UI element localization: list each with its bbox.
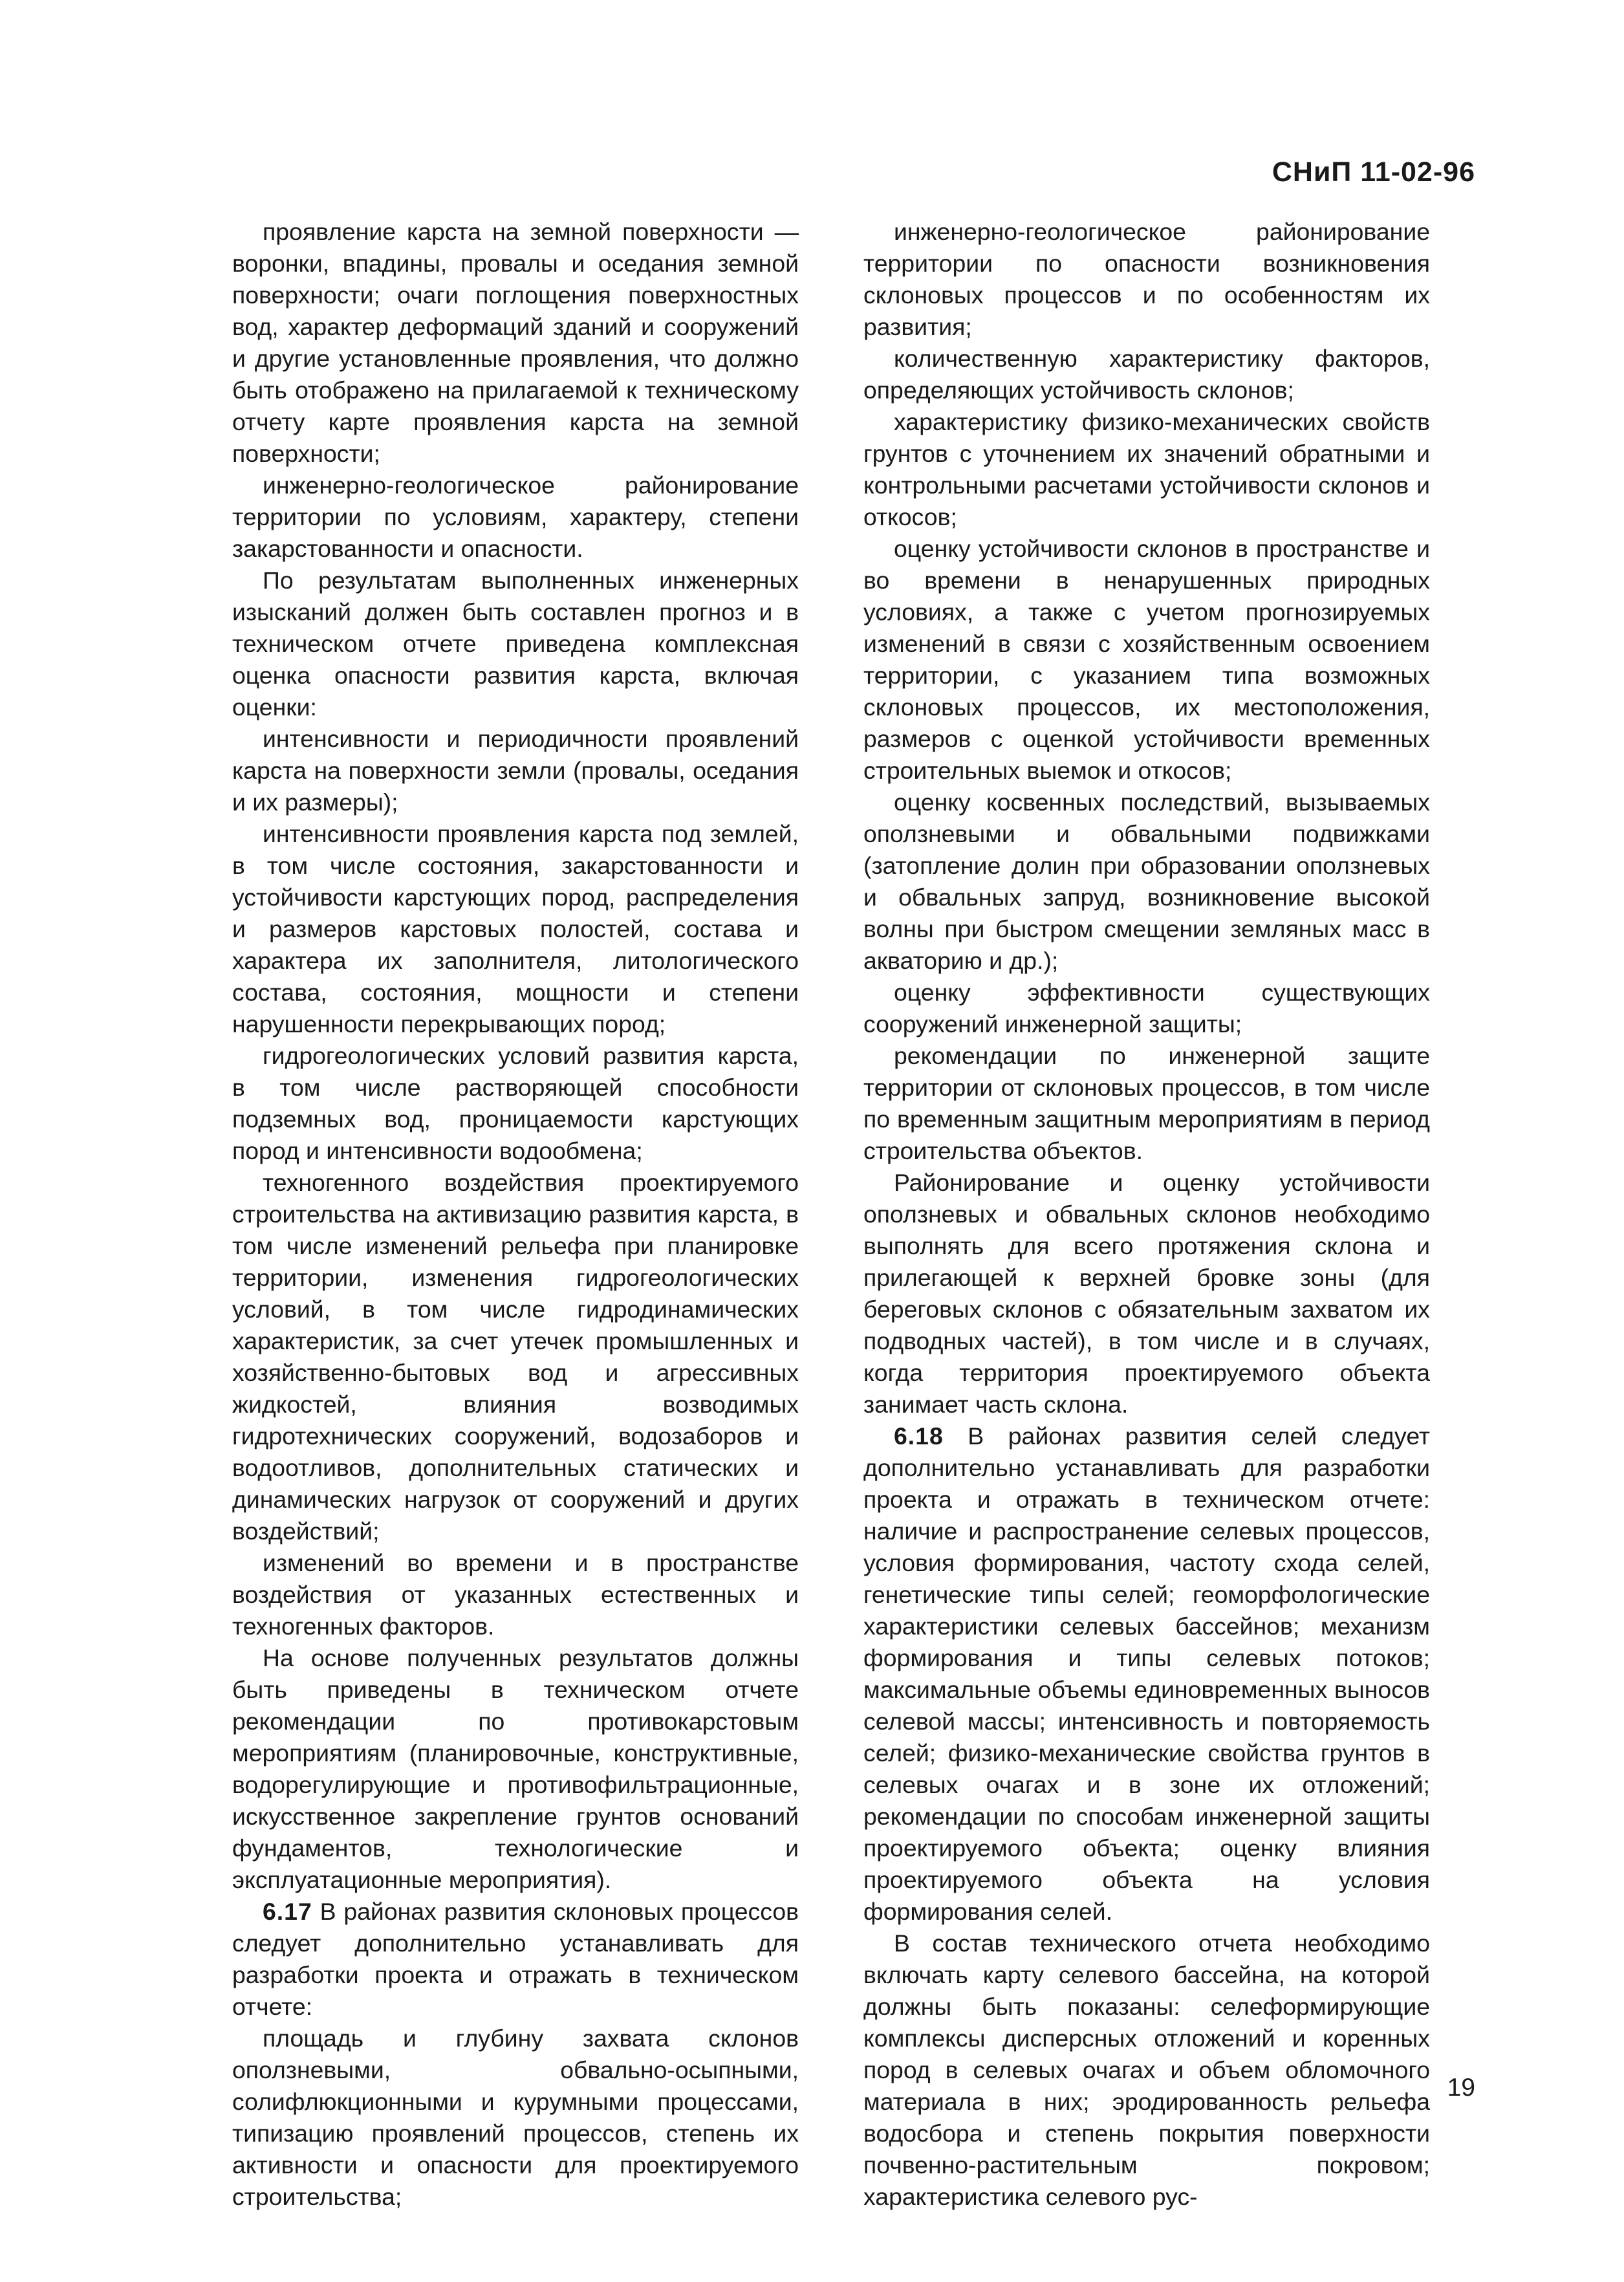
paragraph-left-8: изменений во времени и в пространстве воздействия от указанных естественных и техногенных факторов.: [232, 1549, 799, 1640]
document-code: СНиП 11-02-96: [1272, 157, 1475, 188]
paragraph-right-10: В состав технического отчета необходимо включать карту селевого бассейна, на которой должны быть показаны: селеформирующие комплексы дисперсных отложений и коренных пород в селевых очагах и объем обломочного материала в них; эродированность рельефа водосбора и степень покрытия поверхности почвенно-растительным покровом; характеристика селевого рус-: [863, 1929, 1430, 2210]
paragraph-right-1: инженерно-геологическое районирование территории по опасности возникновения склоновых процессов и по особенностям их развития;: [863, 218, 1430, 340]
paragraph-left-4: интенсивности и периодичности проявлений карста на поверхности земли (провалы, оседания и их размеры);: [232, 725, 799, 816]
paragraph-left-1: проявление карста на земной поверхности — воронки, впадины, провалы и оседания земной поверхности; очаги поглощения поверхностных вод, характер деформаций зданий и сооружений и другие установленные проявления, что должно быть отображено на прилагаемой к техническому отчету карте проявления карста на земной поверхности;: [232, 218, 799, 467]
page-number: 19: [1447, 2074, 1475, 2102]
section-6-17-paragraph: [232, 1896, 799, 2023]
paragraph-right-8: Районирование и оценку устойчивости оползневых и обвальных склонов необходимо выполнять для всего протяжения склона и прилегающей к верхней бровке зоны (для береговых склонов с обязательным захватом их подводных частей), в том числе и в случаях, когда территория проектируемого объекта занимает часть склона.: [863, 1169, 1430, 1418]
paragraph-right-7: рекомендации по инженерной защите территории от склоновых процессов, в том числе по временным защитным мероприятиям в период строительства объектов.: [863, 1042, 1430, 1164]
paragraph-right-6: оценку эффективности существующих сооружений инженерной защиты;: [863, 979, 1430, 1038]
section-text: В районах развития склоновых процессов следует дополнительно устанавливать для разработки проекта и отражать в техническом отчете:: [232, 1898, 799, 2020]
paragraph-left-9: На основе полученных результатов должны быть приведены в техническом отчете рекомендации по противокарстовым мероприятиям (планировочные, конструктивные, водорегулирующие и противофильтрационные, искусственное закрепление грунтов оснований фундаментов, технологические и эксплуатационные мероприятия).: [232, 1644, 799, 1893]
section-6-18-paragraph: [863, 1420, 1430, 1928]
paragraph-right-2: количественную характеристику факторов, определяющих устойчивость склонов;: [863, 345, 1430, 404]
paragraph-left-7: техногенного воздействия проектируемого строительства на активизацию развития карста, в том числе изменений рельефа при планировке территории, изменения гидрогеологических условий, в том числе гидродинамических характеристик, за счет утечек промышленных и хозяйственно-бытовых вод и агрессивных жидкостей, влияния возводимых гидротехнических сооружений, водозаборов и водоотливов, дополнительных статических и динамических нагрузок от сооружений и других воздействий;: [232, 1169, 799, 1545]
paragraph-left-5: интенсивности проявления карста под землей, в том числе состояния, закарстованности и устойчивости карстующих пород, распределения и размеров карстовых полостей, состава и характера их заполнителя, литологического состава, состояния, мощности и степени нарушенности перекрывающих пород;: [232, 820, 799, 1038]
section-number: 6.18: [894, 1422, 944, 1450]
section-text: В районах развития селей следует дополнительно устанавливать для разработки проекта и отражать в техническом отчете: наличие и распространение селевых процессов, условия формирования, частоту схода селей, генетические типы селей; геоморфологические характеристики селевых бассейнов; механизм формирования и типы селевых потоков; максимальные объемы единовременных выносов селевой массы; интенсивность и повторяемость селей; физико-механические свойства грунтов в селевых очагах и в зоне их отложений; рекомендации по способам инженерной защиты проектируемого объекта; оценку влияния проектируемого объекта на условия формирования селей.: [863, 1422, 1430, 1925]
paragraph-left-6: гидрогеологических условий развития карста, в том числе растворяющей способности подземных вод, проницаемости карстующих пород и интенсивности водообмена;: [232, 1042, 799, 1164]
paragraph-right-3: характеристику физико-механических свойств грунтов с уточнением их значений обратными и контрольными расчетами устойчивости склонов и откосов;: [863, 408, 1430, 530]
paragraph-right-5: оценку косвенных последствий, вызываемых оползневыми и обвальными подвижками (затопление долин при образовании оползневых и обвальных запруд, возникновение высокой волны при быстром смещении земляных масс в акваторию и др.);: [863, 788, 1430, 974]
right-text-column: [863, 216, 1430, 2213]
paragraph-right-4: оценку устойчивости склонов в пространстве и во времени в ненарушенных природных условиях, а также с учетом прогнозируемых изменений в связи с хозяйственным освоением территории, с указанием типа возможных склоновых процессов, их местоположения, размеров с оценкой устойчивости временных строительных выемок и откосов;: [863, 535, 1430, 784]
paragraph-left-11: площадь и глубину захвата склонов оползневыми, обвально-осыпными, солифлюкционными и курумными процессами, типизацию проявлений процессов, степень их активности и опасности для проектируемого строительства;: [232, 2025, 799, 2210]
left-text-column: [232, 216, 799, 2213]
section-number: 6.17: [263, 1898, 312, 1925]
paragraph-left-2: инженерно-геологическое районирование территории по условиям, характеру, степени закарстованности и опасности.: [232, 472, 799, 562]
paragraph-left-3: По результатам выполненных инженерных изысканий должен быть составлен прогноз и в техническом отчете приведена комплексная оценка опасности развития карста, включая оценки:: [232, 567, 799, 721]
